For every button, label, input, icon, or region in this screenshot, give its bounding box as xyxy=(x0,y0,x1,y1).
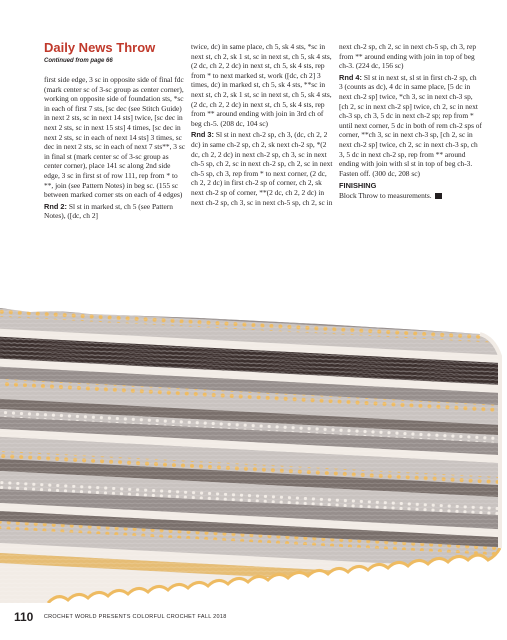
rnd3-text: Sl st in next ch-2 sp, ch 3, (dc, ch 2, 2 dc) in same ch-2 sp, ch 2, sk next ch-2 sp, *(2 dc, ch 2, 2 dc) in next ch-2 sp, ch 3, sc in next ch-5 sp, ch 2, sc in next ch-2 sp, ch 2, sc in next ch-5 sp, ch 3, rep from * to next corner, (2 dc, ch 2, 2 dc) in first ch-2 sp of corner, ch 2, sk next ch-2 sp of corner, **(2 dc, ch 2, 2 dc) in next ch-2 sp, ch 3, sc in next ch-5 sp, ch 2, sc in xyxy=(191,130,333,207)
finishing-text: Block Throw to measurements. xyxy=(339,190,432,200)
rnd4-text: Sl st in next st, sl st in first ch-2 sp, ch 3 (counts as dc), 4 dc in same place, [5 dc in next ch-2 sp] twice, *ch 3, sc in next ch-3 sp, [ch 2, sc in next ch-2 sp] twice, ch 2, sc in next ch-3 sp, ch 3, 5 dc in next ch-2 sp; rep from * until next corner, 5 dc in both of rem ch-2 sps of corner, **ch 3, sc in next ch-3 sp, [ch 2, sc in next ch-2 sp] twice, ch 2, sc in next ch-3 sp, ch 3, 5 dc in next ch-2 sp, rep from ** around ending with join with sl st in top of beg ch-3. Fasten off. (300 dc, 208 sc) xyxy=(339,72,482,178)
rnd4-label: Rnd 4: xyxy=(339,72,362,82)
continued-note: Continued from page 66 xyxy=(44,58,113,64)
rnd2-paragraph xyxy=(44,202,187,221)
throw-stripes xyxy=(0,298,507,603)
rnd4-paragraph xyxy=(339,73,482,179)
pattern-text-col3: next ch-2 sp, ch 2, sc in next ch-5 sp, ch 3, rep from ** around ending with join in top of beg ch-3. (224 dc, 156 sc) xyxy=(339,42,477,71)
column-middle xyxy=(191,42,334,209)
rnd2-text: Sl st in marked st, ch 5 (see Pattern Notes), ([dc, ch 2] xyxy=(44,201,173,221)
rnd2-label: Rnd 2: xyxy=(44,201,67,211)
finishing-paragraph xyxy=(339,191,482,201)
column-left xyxy=(44,40,187,223)
page-number: 110 xyxy=(14,609,34,624)
page-footer xyxy=(14,608,494,628)
rnd3-paragraph xyxy=(191,130,334,207)
page-title: Daily News Throw xyxy=(44,40,156,55)
finishing-heading: FINISHING xyxy=(339,181,377,191)
column-right xyxy=(339,42,482,203)
rnd3-label: Rnd 3: xyxy=(191,130,214,140)
end-mark-icon xyxy=(435,193,442,199)
pattern-text-col1: first side edge, 3 sc in opposite side of final fdc (mark center sc of 3-sc group as center corner), working on opposite side of foundation sts, *sc in each of first 7 sts, [sc dec (see Stitch Guide) in next 2 sts, sc in next 14 sts] twice, [sc dec in next 2 sts, sc in next 15 sts] 4 times, [sc dec in next 2 sts, sc in each of next 14 sts] 3 times, sc dec in next 2 sts, sc in each of next 7 sts**, 3 sc in final st (mark center sc of 3-sc group as center corner), place 141 sc along 2nd side edge, 3 sc in first st of row 111, rep from * to **, join (see Pattern Notes) in beg sc. (155 sc between marked corner sts on each of 4 edges) xyxy=(44,75,186,200)
publication-line: CROCHET WORLD PRESENTS COLORFUL CROCHET FALL 2018 xyxy=(43,613,227,620)
pattern-text-col2: twice, dc) in same place, ch 5, sk 4 sts, *sc in next st, ch 2, sk 1 st, sc in next st, ch 5, sk 4 sts, (2 dc, ch 2, 2 dc) in next st, ch 5, sk 4 sts, rep from * to next marked st, work ([dc, ch 2] 3 times, dc) in marked st, ch 5, sk 4 sts, **sc in next st, ch 2, sk 1 st, sc in next st, ch 5, sk 4 sts, (2 dc, ch 2, 2 dc) in next st, ch 5, sk 4 sts, rep from ** around ending with join in 3rd ch of beg ch-5. (208 dc, 104 sc) xyxy=(191,42,332,128)
throw-photo xyxy=(0,298,507,603)
